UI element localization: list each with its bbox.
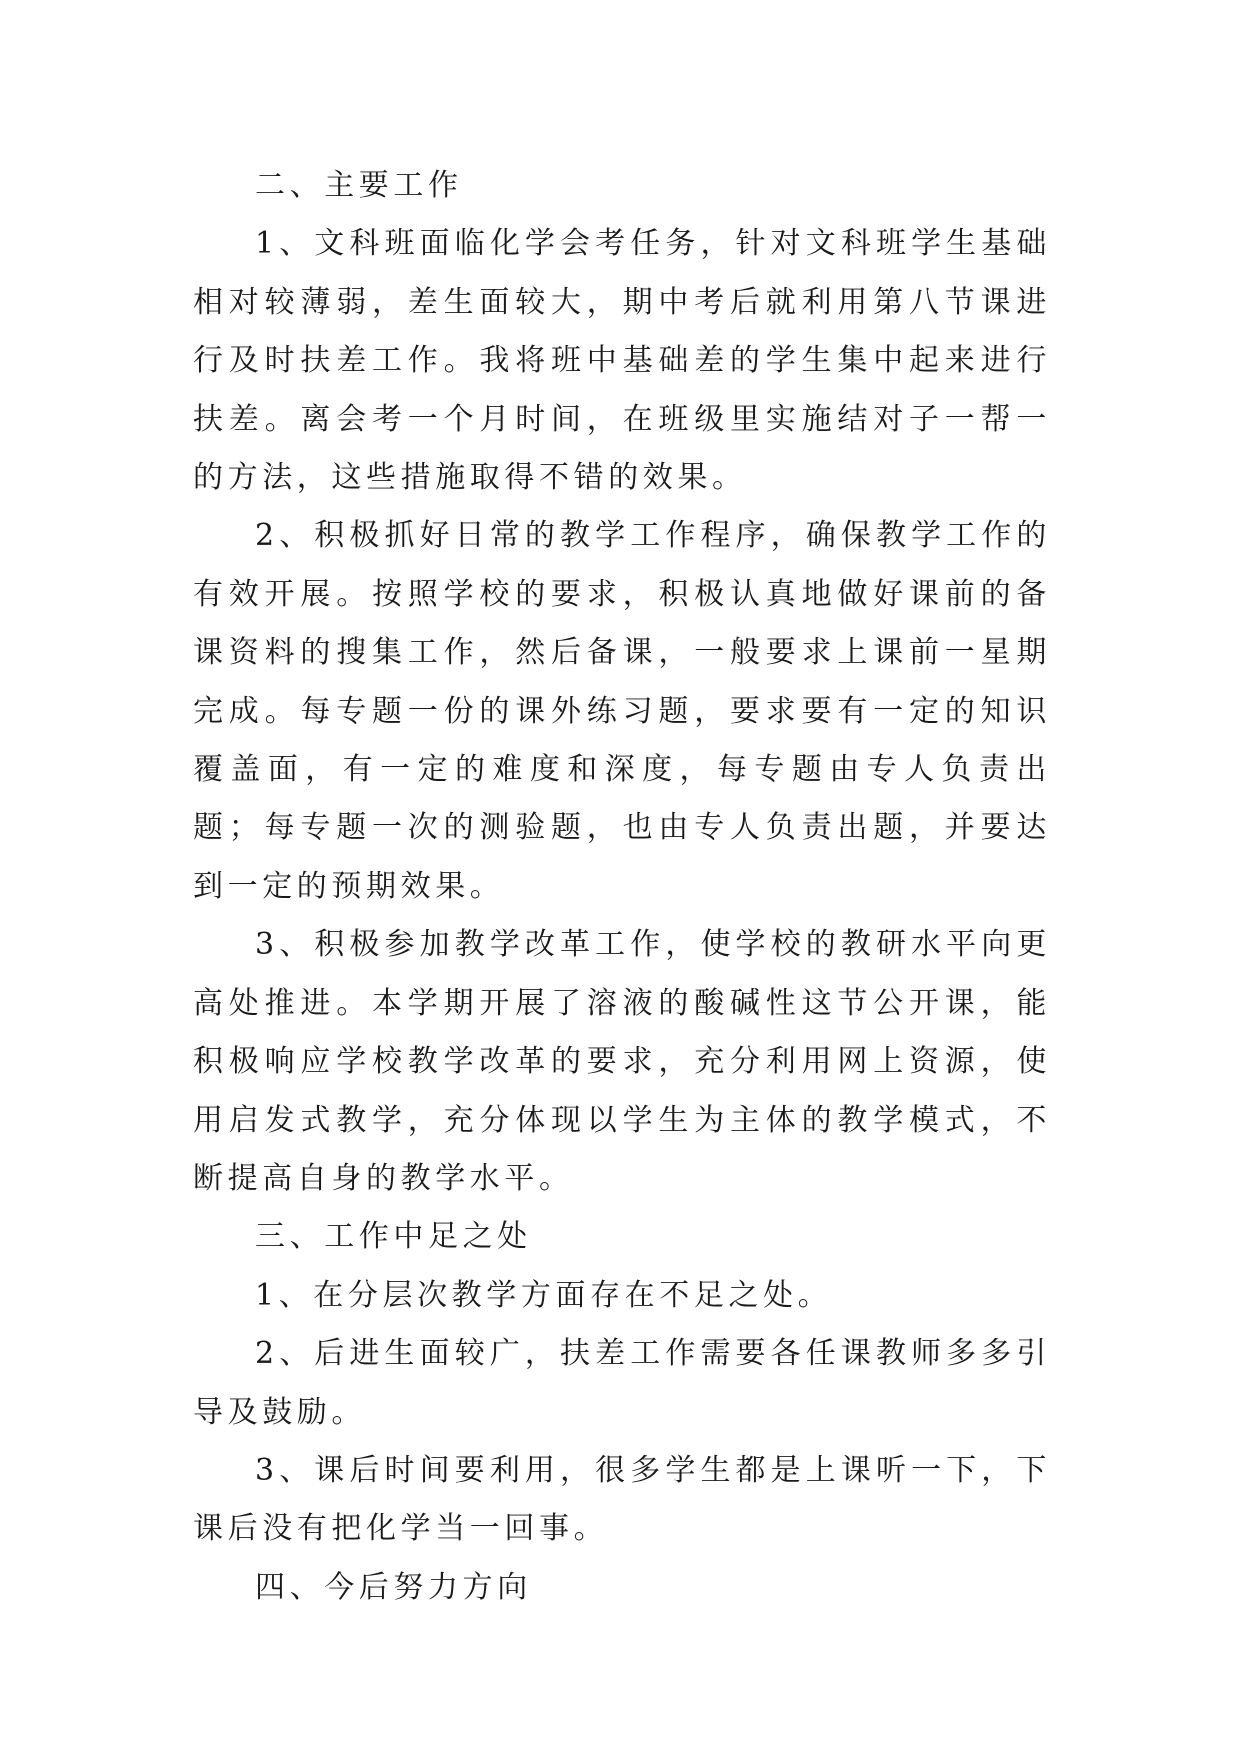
paragraph-item-3-teaching-reform: 3、积极参加教学改革工作，使学校的教研水平向更高处推进。本学期开展了溶液的酸碱性这节公开课，能积极响应学校教学改革的要求，充分利用网上资源，使用启发式教学，充分体现以学生为主体的教学模式，不断提高自身的教学水平。 [193, 927, 1051, 1196]
paragraph-item-1-arts-class: 1、文科班面临化学会考任务，针对文科班学生基础相对较薄弱，差生面较大，期中考后就利用第八节课进行及时扶差工作。我将班中基础差的学生集中起来进行扶差。离会考一个月时间，在班级里实施结对子一帮一的方法，这些措施取得不错的效果。 [193, 226, 1051, 496]
paragraph-shortcoming-2: 2、后进生面较广，扶差工作需要各任课教师多多引导及鼓励。 [193, 1336, 1051, 1430]
paragraph-shortcoming-1: 1、在分层次教学方面存在不足之处。 [255, 1277, 833, 1313]
paragraph-item-2-daily-teaching: 2、积极抓好日常的教学工作程序，确保教学工作的有效开展。按照学校的要求，积极认真地做好课前的备课资料的搜集工作，然后备课，一般要求上课前一星期完成。每专题一份的课外练习题，要求要有一定的知识覆盖面，有一定的难度和深度，每专题由专人负责出题；每专题一次的测验题，也由专人负责出题，并要达到一定的预期效果。 [193, 518, 1051, 904]
paragraph-shortcoming-3: 3、课后时间要利用，很多学生都是上课听一下，下课后没有把化学当一回事。 [193, 1452, 1051, 1547]
section-heading-future-direction: 四、今后努力方向 [255, 1569, 532, 1605]
section-heading-shortcomings: 三、工作中足之处 [255, 1219, 532, 1255]
document-body [193, 157, 1051, 1617]
section-heading-main-work: 二、主要工作 [255, 168, 463, 203]
